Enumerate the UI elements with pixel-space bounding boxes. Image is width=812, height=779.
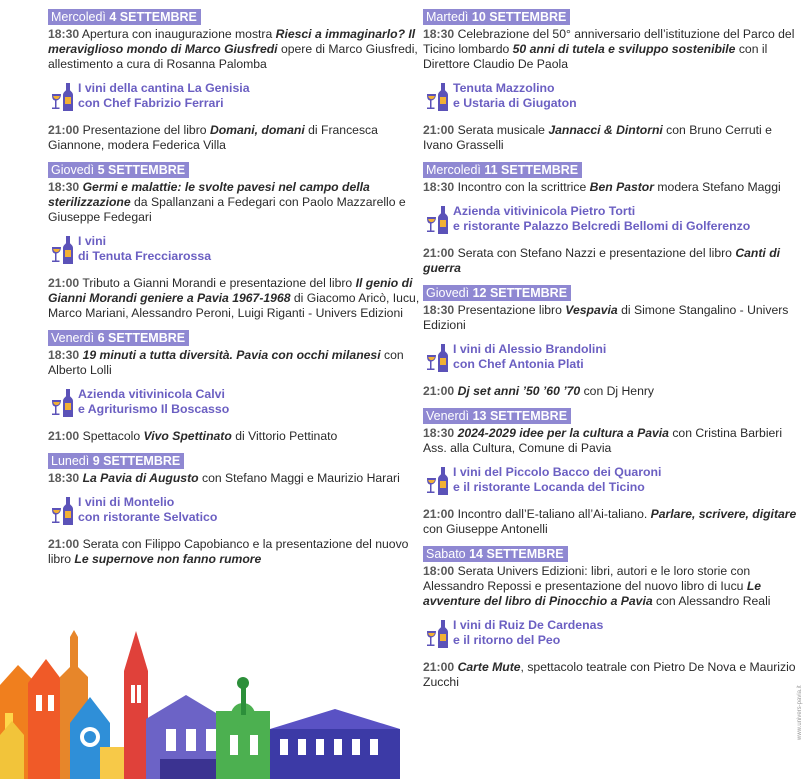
wine-pairing-line: I vini della cantina La Genisia: [78, 81, 250, 95]
day-block: [423, 162, 798, 276]
event-text: con Dj Henry: [580, 384, 655, 398]
event-text: Apertura con inaugurazione mostra: [81, 27, 276, 41]
event-text: Serata musicale: [457, 123, 549, 137]
wine-pairing-text: [78, 387, 229, 417]
event-title: Le avventure del libro di Pinocchio a Pavia: [423, 579, 762, 608]
event-text: Serata con Filippo Capobianco e la presentazione del nuovo libro: [48, 537, 409, 566]
event-text: Incontro con la scrittrice: [457, 180, 590, 194]
wine-bottle-icon: [423, 343, 453, 373]
wine-bottle-icon: [48, 235, 78, 265]
wine-pairing-text: [453, 342, 606, 372]
wine-pairing: [423, 465, 798, 496]
event-entry: [423, 246, 798, 276]
wine-pairing-text: [78, 234, 211, 264]
day-date: 10 SETTEMBRE: [471, 10, 567, 24]
event-title: 2024-2029 idee per la cultura a Pavia: [457, 426, 669, 440]
event-text: di Giacomo Aricò, Iucu, Marco Mariani, Alessandro Peroni, Luigi Riganti - Univers Edizioni: [48, 291, 420, 320]
event-text: Serata Univers Edizioni: libri, autori e le loro storie con Alessandro Repossi e presentazione del nuovo libro di Iucu: [423, 564, 751, 593]
day-header: [48, 330, 189, 346]
event-entry: [48, 27, 423, 72]
wine-pairing-line: I vini del Piccolo Bacco dei Quaroni: [453, 465, 662, 479]
day-header: [423, 285, 571, 301]
event-text: di Francesca Giannone, modera Federica Villa: [48, 123, 378, 152]
day-name: Martedì: [426, 10, 469, 24]
event-time: 21:00: [423, 660, 455, 674]
event-title: Jannacci & Dintorni: [548, 123, 663, 137]
event-title: Germi e malattie: le svolte pavesi nel campo della sterilizzazione: [48, 180, 370, 209]
day-name: Mercoledì: [426, 163, 481, 177]
event-time: 21:00: [48, 537, 80, 551]
day-header: [423, 408, 571, 424]
wine-pairing: [423, 81, 798, 112]
day-header: [48, 162, 189, 178]
event-entry: [48, 123, 423, 153]
day-block: [48, 9, 423, 153]
event-time: 18:00: [423, 564, 455, 578]
day-block: [48, 453, 423, 567]
wine-pairing-text: [453, 618, 603, 648]
day-date: 13 SETTEMBRE: [472, 409, 568, 423]
wine-pairing-text: [78, 495, 217, 525]
event-title: Domani, domani: [209, 123, 305, 137]
wine-bottle-icon: [423, 619, 453, 649]
event-entry: [423, 123, 798, 153]
wine-pairing-text: [453, 81, 577, 111]
day-date: 4 SETTEMBRE: [109, 10, 197, 24]
event-entry: [48, 276, 423, 321]
wine-bottle-icon: [423, 82, 453, 112]
event-time: 21:00: [48, 123, 80, 137]
event-title: 19 minuti a tutta diversità. Pavia con occhi milanesi: [82, 348, 381, 362]
wine-pairing-line: I vini: [78, 234, 107, 248]
day-header: [423, 162, 582, 178]
event-entry: [48, 348, 423, 378]
event-entry: [423, 384, 798, 399]
wine-pairing-line: di Tenuta Frecciarossa: [78, 249, 212, 263]
day-block: [423, 9, 798, 153]
wine-pairing: [48, 387, 423, 418]
day-date: 9 SETTEMBRE: [92, 454, 181, 468]
event-time: 18:30: [423, 180, 455, 194]
wine-pairing-line: con ristorante Selvatico: [78, 510, 218, 524]
event-time: 18:30: [48, 471, 80, 485]
event-entry: [423, 507, 798, 537]
day-name: Venerdì: [51, 331, 95, 345]
event-text: di Vittorio Pettinato: [231, 429, 338, 443]
wine-pairing: [48, 81, 423, 112]
event-text: Tributo a Gianni Morandi e presentazione del libro: [82, 276, 356, 290]
event-time: 18:30: [423, 303, 455, 317]
day-block: [48, 162, 423, 321]
event-time: 18:30: [48, 348, 80, 362]
event-time: 18:30: [423, 27, 455, 41]
wine-pairing-line: e il ristorante Locanda del Ticino: [453, 480, 645, 494]
event-entry: [423, 660, 798, 690]
event-title: Dj set anni ’50 ’60 ’70: [457, 384, 581, 398]
day-name: Sabato: [426, 547, 466, 561]
wine-bottle-icon: [48, 388, 78, 418]
wine-pairing-line: Azienda vitivinicola Calvi: [78, 387, 225, 401]
event-text: Presentazione libro: [457, 303, 566, 317]
event-entry: [48, 537, 423, 567]
event-time: 18:30: [48, 27, 80, 41]
day-name: Mercoledì: [51, 10, 106, 24]
event-entry: [423, 27, 798, 72]
event-title: Vivo Spettinato: [143, 429, 232, 443]
event-entry: [423, 426, 798, 456]
day-date: 12 SETTEMBRE: [472, 286, 568, 300]
day-name: Lunedì: [51, 454, 90, 468]
wine-pairing-text: [453, 465, 661, 495]
event-time: 21:00: [423, 123, 455, 137]
event-title: Ben Pastor: [589, 180, 654, 194]
event-text: con Giuseppe Antonelli: [423, 522, 548, 536]
wine-pairing: [423, 342, 798, 373]
wine-pairing: [423, 204, 798, 235]
event-title: Il genio di Gianni Morandi geniere a Pavia 1967-1968: [48, 276, 413, 305]
event-title: Parlare, scrivere, digitare: [650, 507, 797, 521]
event-title: Carte Mute: [457, 660, 521, 674]
event-text: con il Direttore Claudio De Paola: [423, 42, 768, 71]
wine-bottle-icon: [423, 205, 453, 235]
wine-pairing-line: e ristorante Palazzo Belcredi Bellomi di Golferenzo: [453, 219, 751, 233]
event-title: La Pavia di Augusto: [82, 471, 199, 485]
day-name: Giovedì: [426, 286, 470, 300]
wine-pairing-line: I vini di Alessio Brandolini: [453, 342, 607, 356]
day-block: [423, 408, 798, 537]
wine-pairing-line: e Ustaria di Giugaton: [453, 96, 577, 110]
event-text: Spettacolo: [82, 429, 144, 443]
day-date: 11 SETTEMBRE: [484, 163, 579, 177]
event-text: , spettacolo teatrale con Pietro De Nova e Maurizio Zucchi: [423, 660, 796, 689]
wine-pairing-line: e Agriturismo Il Boscasso: [78, 402, 230, 416]
website-url: www.univers-pavia.it: [797, 685, 803, 740]
day-header: [423, 546, 568, 562]
wine-pairing: [48, 234, 423, 265]
wine-pairing-line: I vini di Ruiz De Cardenas: [453, 618, 604, 632]
day-block: [423, 546, 798, 690]
wine-pairing: [48, 495, 423, 526]
event-text: con Stefano Maggi e Maurizio Harari: [198, 471, 400, 485]
event-time: 21:00: [423, 507, 455, 521]
event-title: Le supernove non fanno rumore: [74, 552, 262, 566]
wine-pairing-line: con Chef Fabrizio Ferrari: [78, 96, 224, 110]
day-header: [48, 9, 201, 25]
wine-bottle-icon: [423, 466, 453, 496]
event-text: da Spallanzani a Fedegari con Paolo Mazzarello e Giuseppe Fedegari: [48, 195, 406, 224]
event-text: con Alessandro Reali: [652, 594, 771, 608]
event-text: Presentazione del libro: [82, 123, 210, 137]
day-name: Venerdì: [426, 409, 470, 423]
event-time: 21:00: [48, 276, 80, 290]
event-entry: [48, 429, 423, 444]
wine-pairing-line: Azienda vitivinicola Pietro Torti: [453, 204, 636, 218]
pavia-skyline-illustration: [0, 625, 400, 779]
program-column-left: [48, 9, 423, 576]
event-title: Canti di guerra: [423, 246, 781, 275]
event-text: Serata con Stefano Nazzi e presentazione del libro: [457, 246, 736, 260]
event-time: 21:00: [423, 246, 455, 260]
event-title: Riesci a immaginarlo? Il meraviglioso mondo di Marco Giusfredi: [48, 27, 416, 56]
event-entry: [48, 471, 423, 486]
event-time: 18:30: [423, 426, 455, 440]
wine-bottle-icon: [48, 82, 78, 112]
day-date: 14 SETTEMBRE: [469, 547, 564, 561]
wine-bottle-icon: [48, 496, 78, 526]
wine-pairing-line: I vini di Montelio: [78, 495, 175, 509]
day-date: 6 SETTEMBRE: [97, 331, 186, 345]
event-time: 21:00: [423, 384, 455, 398]
wine-pairing-text: [78, 81, 250, 111]
event-text: con Bruno Cerruti e Ivano Grasselli: [423, 123, 772, 152]
event-entry: [423, 564, 798, 609]
event-text: con Alberto Lolli: [48, 348, 404, 377]
event-text: con Cristina Barbieri Ass. alla Cultura, Comune di Pavia: [423, 426, 783, 455]
event-time: 21:00: [48, 429, 80, 443]
event-title: 50 anni di tutela e sviluppo sostenibile: [512, 42, 736, 56]
wine-pairing: [423, 618, 798, 649]
event-entry: [423, 180, 798, 195]
wine-pairing-line: Tenuta Mazzolino: [453, 81, 555, 95]
event-text: Incontro dall’E-taliano all’Ai-taliano.: [457, 507, 651, 521]
day-block: [48, 330, 423, 444]
day-block: [423, 285, 798, 399]
event-text: di Simone Stangalino - Univers Edizioni: [423, 303, 789, 332]
day-header: [48, 453, 184, 469]
event-entry: [423, 303, 798, 333]
event-text: opere di Marco Giusfredi, allestimento a cura di Rosanna Palomba: [48, 42, 418, 71]
event-entry: [48, 180, 423, 225]
day-name: Giovedì: [51, 163, 95, 177]
program-column-right: [423, 9, 798, 699]
event-text: modera Stefano Maggi: [654, 180, 781, 194]
day-header: [423, 9, 570, 25]
wine-pairing-line: con Chef Antonia Plati: [453, 357, 584, 371]
day-date: 5 SETTEMBRE: [97, 163, 186, 177]
event-title: Vespavia: [565, 303, 618, 317]
wine-pairing-text: [453, 204, 750, 234]
event-time: 18:30: [48, 180, 80, 194]
event-text: Celebrazione del 50° anniversario dell’istituzione del Parco del Ticino lombardo: [423, 27, 795, 56]
wine-pairing-line: e il ritorno del Peo: [453, 633, 561, 647]
